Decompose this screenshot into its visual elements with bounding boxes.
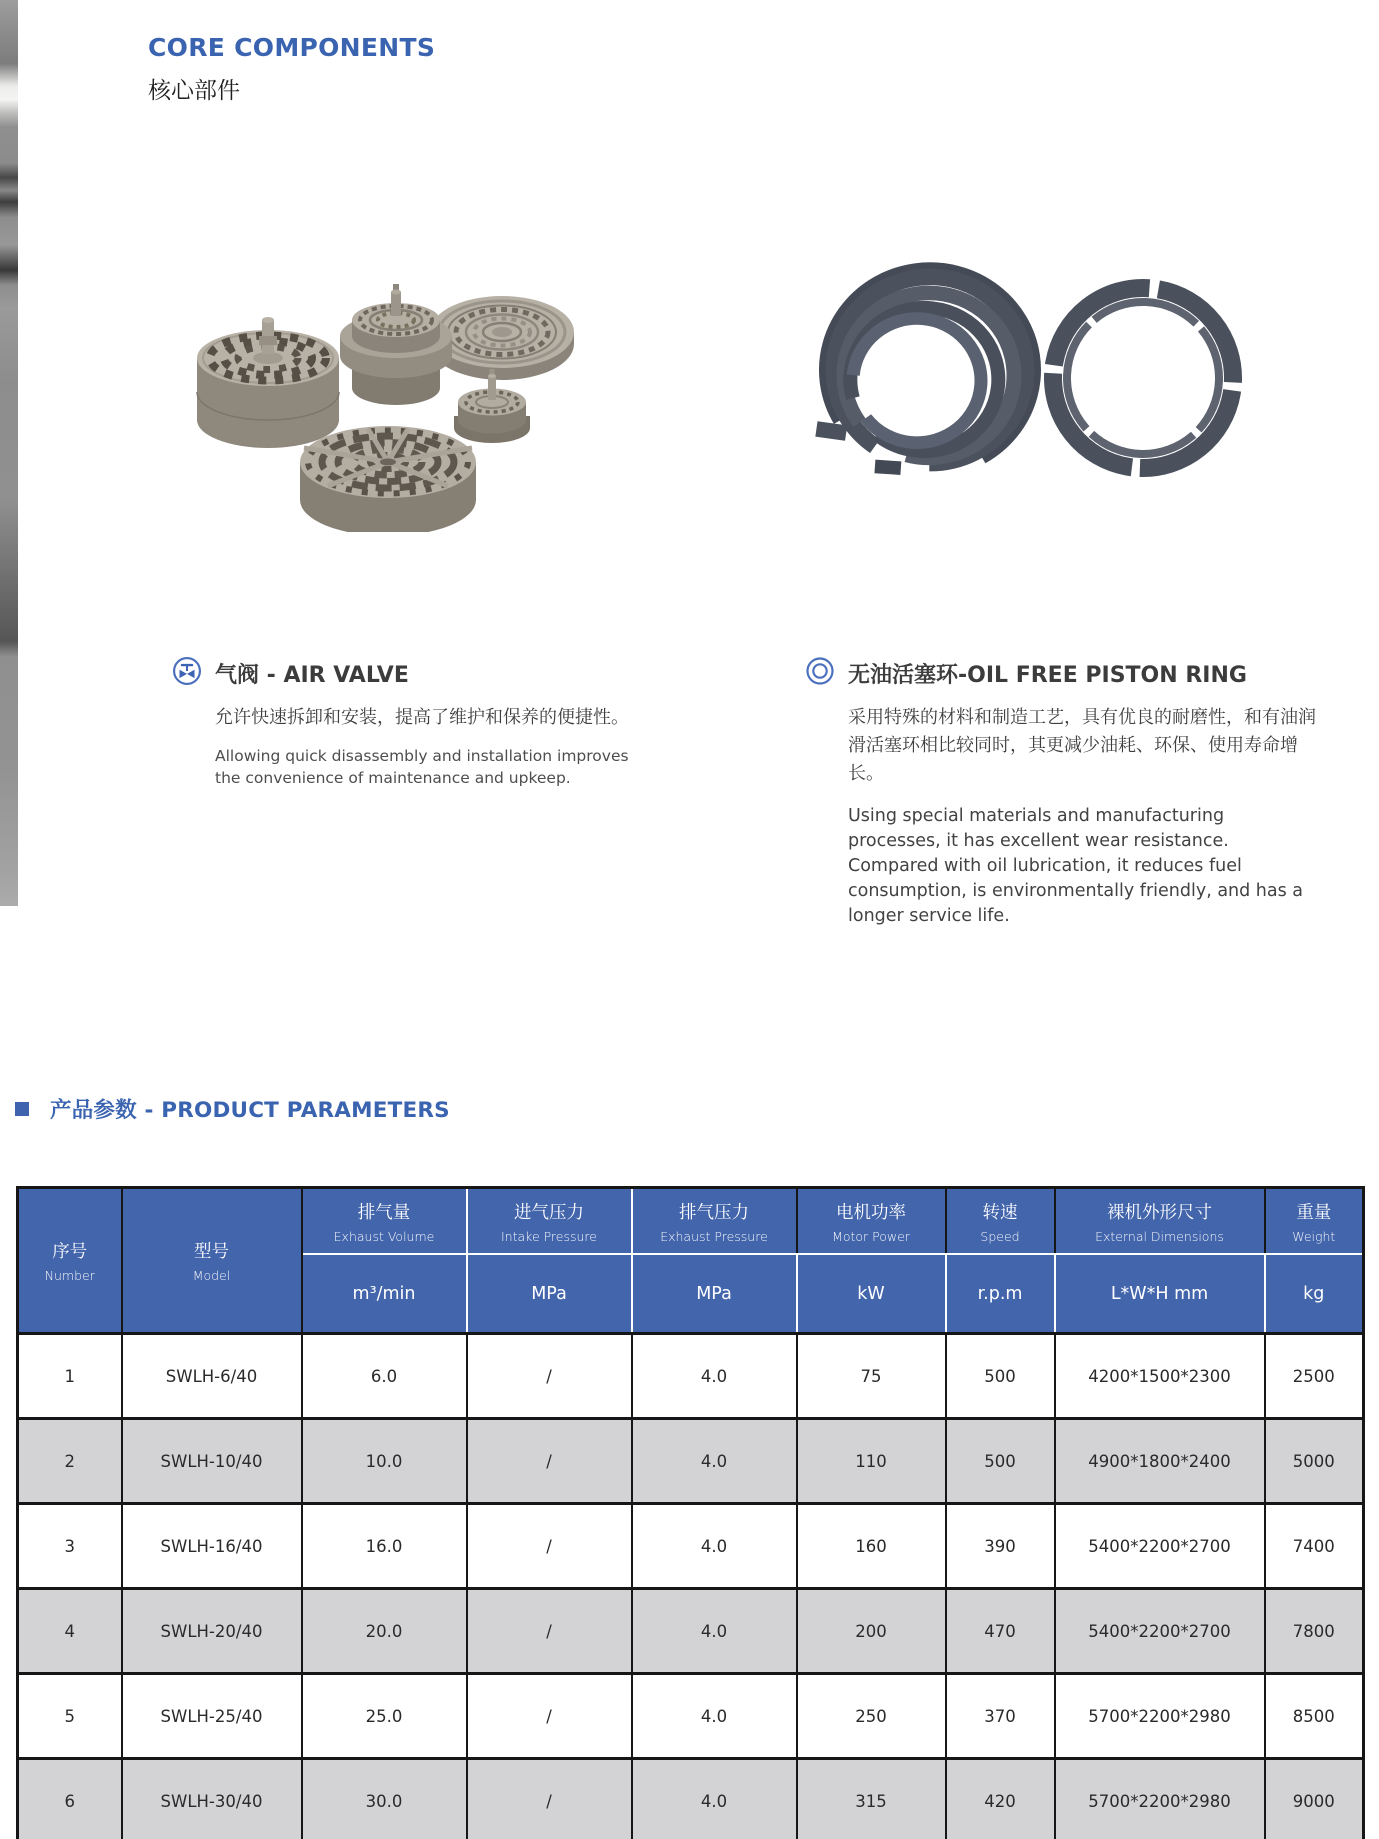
table-row (18, 1504, 1364, 1589)
cell-model: SWLH-16/40 (122, 1504, 302, 1589)
cell-intake-pressure: / (467, 1674, 632, 1759)
cell-exhaust-volume: 16.0 (302, 1504, 467, 1589)
feature-air-valve (172, 656, 642, 789)
col-header-en: Exhaust Pressure (660, 1228, 768, 1244)
cell-exhaust-pressure: 4.0 (632, 1759, 797, 1839)
cell-motor-power: 110 (797, 1419, 946, 1504)
col-header-speed (946, 1188, 1055, 1255)
cell-speed: 390 (946, 1504, 1055, 1589)
cell-weight: 9000 (1265, 1759, 1364, 1839)
cell-exhaust-pressure: 4.0 (632, 1334, 797, 1419)
col-header-en: Exhaust Volume (333, 1228, 435, 1244)
cell-model: SWLH-20/40 (122, 1589, 302, 1674)
col-header-external-dimensions (1055, 1188, 1265, 1255)
table-row (18, 1334, 1364, 1419)
cell-intake-pressure: / (467, 1419, 632, 1504)
cell-weight: 8500 (1265, 1674, 1364, 1759)
cell-exhaust-volume: 25.0 (302, 1674, 467, 1759)
cell-motor-power: 75 (797, 1334, 946, 1419)
col-header-exhaust-pressure (632, 1188, 797, 1255)
cell-model: SWLH-6/40 (122, 1334, 302, 1419)
cell-intake-pressure: / (467, 1334, 632, 1419)
cell-weight: 5000 (1265, 1419, 1364, 1504)
cell-weight: 7800 (1265, 1589, 1364, 1674)
cell-exhaust-volume: 20.0 (302, 1589, 467, 1674)
cell-speed: 420 (946, 1759, 1055, 1839)
section-bullet-icon (15, 1102, 29, 1116)
col-header-zh: 型号 (194, 1242, 229, 1262)
left-photo-strip (0, 0, 18, 906)
cell-speed: 370 (946, 1674, 1055, 1759)
col-header-en: Number (44, 1268, 95, 1283)
cell-number: 3 (18, 1504, 122, 1589)
cell-number: 2 (18, 1419, 122, 1504)
air-valves-illustration (160, 240, 640, 532)
cell-exhaust-pressure: 4.0 (632, 1419, 797, 1504)
page-header (148, 33, 435, 105)
feature-title: 无油活塞环-OIL FREE PISTON RING (848, 662, 1247, 688)
piston-rings-photo (685, 250, 1245, 485)
cell-external-dimensions: 5400*2200*2700 (1055, 1589, 1265, 1674)
col-header-en: External Dimensions (1095, 1228, 1224, 1244)
col-header-exhaust-volume (302, 1188, 467, 1255)
unit-exhaust-pressure: MPa (632, 1254, 797, 1334)
cell-weight: 2500 (1265, 1334, 1364, 1419)
col-header-zh: 进气压力 (514, 1202, 584, 1223)
col-header-zh: 排气量 (357, 1202, 411, 1223)
cell-number: 6 (18, 1759, 122, 1839)
page-subtitle: 核心部件 (148, 78, 240, 104)
product-parameters (16, 1186, 1365, 1839)
feature-desc-zh: 采用特殊的材料和制造工艺，具有优良的耐磨性，和有油润滑活塞环相比较同时，其更减少油耗、环保、使用寿命增长。 (848, 707, 1316, 784)
col-header-zh: 排气压力 (679, 1202, 749, 1223)
air-valves-photo (160, 240, 640, 532)
col-header-zh: 转速 (982, 1202, 1018, 1223)
feature-piston-ring (805, 656, 1315, 929)
unit-motor-power: kW (797, 1254, 946, 1334)
cell-exhaust-pressure: 4.0 (632, 1589, 797, 1674)
col-header-number (18, 1188, 122, 1334)
table-row (18, 1674, 1364, 1759)
cell-model: SWLH-30/40 (122, 1759, 302, 1839)
cell-external-dimensions: 4200*1500*2300 (1055, 1334, 1265, 1419)
unit-speed: r.p.m (946, 1254, 1055, 1334)
feature-title: 气阀 - AIR VALVE (215, 662, 409, 688)
ring-icon (805, 656, 835, 690)
feature-air-valve-head (172, 656, 642, 690)
cell-exhaust-volume: 10.0 (302, 1419, 467, 1504)
product-parameters-table (16, 1186, 1365, 1839)
cell-speed: 500 (946, 1334, 1055, 1419)
cell-external-dimensions: 4900*1800*2400 (1055, 1419, 1265, 1504)
cell-number: 5 (18, 1674, 122, 1759)
unit-weight: kg (1265, 1254, 1364, 1334)
cell-exhaust-volume: 6.0 (302, 1334, 467, 1419)
cell-speed: 470 (946, 1589, 1055, 1674)
col-header-en: Weight (1292, 1228, 1336, 1244)
piston-rings-illustration (685, 250, 1245, 485)
col-header-weight (1265, 1188, 1364, 1255)
table-row (18, 1419, 1364, 1504)
col-header-zh: 电机功率 (836, 1202, 906, 1223)
cell-number: 4 (18, 1589, 122, 1674)
cell-motor-power: 160 (797, 1504, 946, 1589)
col-header-en: Intake Pressure (500, 1228, 597, 1244)
cell-exhaust-pressure: 4.0 (632, 1674, 797, 1759)
cell-external-dimensions: 5700*2200*2980 (1055, 1674, 1265, 1759)
cell-speed: 500 (946, 1419, 1055, 1504)
unit-exhaust-volume: m³/min (302, 1254, 467, 1334)
table-row (18, 1759, 1364, 1839)
col-header-zh: 重量 (1296, 1202, 1332, 1223)
feature-desc-zh: 允许快速拆卸和安装，提高了维护和保养的便捷性。 (215, 707, 629, 728)
cell-exhaust-volume: 30.0 (302, 1759, 467, 1839)
feature-desc-en: Allowing quick disassembly and installation improves the convenience of maintenance and upkeep. (215, 747, 629, 787)
cell-weight: 7400 (1265, 1504, 1364, 1589)
cell-motor-power: 315 (797, 1759, 946, 1839)
cell-number: 1 (18, 1334, 122, 1419)
unit-external-dimensions: L*W*H mm (1055, 1254, 1265, 1334)
cell-motor-power: 200 (797, 1589, 946, 1674)
cell-external-dimensions: 5700*2200*2980 (1055, 1759, 1265, 1839)
section-heading (15, 1093, 450, 1124)
table-row (18, 1589, 1364, 1674)
col-header-en: Speed (980, 1228, 1020, 1244)
col-header-en: Motor Power (832, 1228, 910, 1244)
page-title: CORE COMPONENTS (148, 33, 436, 62)
col-header-zh: 序号 (52, 1242, 88, 1262)
feature-piston-ring-head (805, 656, 1315, 690)
cell-motor-power: 250 (797, 1674, 946, 1759)
cell-intake-pressure: / (467, 1589, 632, 1674)
col-header-zh: 裸机外形尺寸 (1107, 1202, 1212, 1223)
cell-exhaust-pressure: 4.0 (632, 1504, 797, 1589)
cell-intake-pressure: / (467, 1504, 632, 1589)
cell-external-dimensions: 5400*2200*2700 (1055, 1504, 1265, 1589)
valve-icon (172, 656, 202, 690)
col-header-motor-power (797, 1188, 946, 1255)
unit-intake-pressure: MPa (467, 1254, 632, 1334)
cell-intake-pressure: / (467, 1759, 632, 1839)
section-title: 产品参数 - PRODUCT PARAMETERS (50, 1098, 450, 1123)
col-header-model (122, 1188, 302, 1334)
cell-model: SWLH-25/40 (122, 1674, 302, 1759)
feature-desc-en: Using special materials and manufacturing processes, it has excellent wear resistance. Compared with oil lubrication, it reduces fuel consumption, is environmentally friendly, and has a longer service life. (848, 806, 1304, 926)
col-header-intake-pressure (467, 1188, 632, 1255)
col-header-en: Model (192, 1268, 231, 1283)
cell-model: SWLH-10/40 (122, 1419, 302, 1504)
